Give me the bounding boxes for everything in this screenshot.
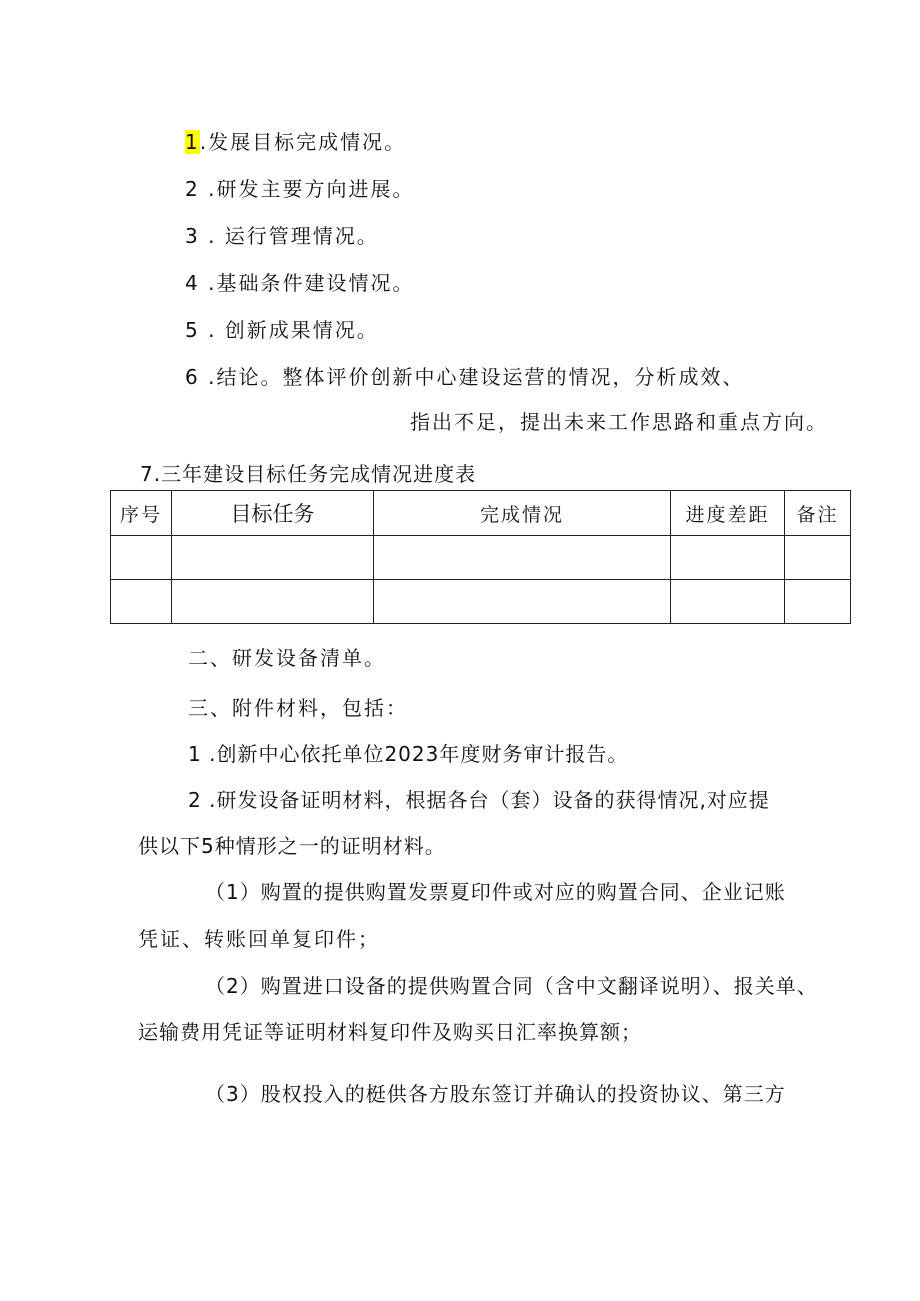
table-cell (671, 580, 785, 624)
attachment-1: 1 .创新中心依托单位2023年度财务审计报告。 (188, 742, 629, 766)
table-cell (111, 580, 172, 624)
table-cell (671, 536, 785, 580)
table-cell (111, 536, 172, 580)
sub-item-1-line-1: （1）购置的提供购置发票夏印件或对应的购置合同、企业记账 (205, 880, 786, 904)
item-3 (185, 222, 379, 250)
table-cell (172, 536, 374, 580)
item-6-continuation: 指出不足，提出未来工作思路和重点方向。 (410, 410, 828, 434)
header-gap: 进度差距 (671, 491, 785, 536)
table-row (111, 580, 851, 624)
item-4-text: .基础条件建设情况。 (199, 271, 415, 295)
table-header-row (111, 491, 851, 536)
header-index: 序号 (111, 491, 172, 536)
item-3-text: . 运行管理情况。 (199, 224, 379, 248)
item-4 (185, 269, 414, 297)
sub-item-1-line-2: 凭证、转账回单复印件； (138, 927, 380, 951)
table-cell (374, 536, 671, 580)
item-5 (185, 316, 379, 344)
section-2-heading: 二、研发设备清单。 (188, 646, 386, 670)
table-title: 7.三年建设目标任务完成情况进度表 (140, 462, 477, 486)
attachment-2-line-2: 供以下5种情形之一的证明材料。 (138, 834, 446, 858)
item-1 (185, 128, 406, 156)
table-cell (785, 580, 851, 624)
item-3-number: 3 (185, 224, 200, 248)
section-3-heading: 三、附件材料，包括： (188, 696, 408, 720)
table-cell (374, 580, 671, 624)
item-2-number: 2 (185, 177, 200, 201)
item-6-text: .结论。整体评价创新中心建设运营的情况，分析成效、 (199, 365, 745, 389)
item-2-text: .研发主要方向进展。 (199, 177, 415, 201)
header-completion: 完成情况 (374, 491, 671, 536)
item-1-number: 1 (185, 130, 200, 154)
table-cell (172, 580, 374, 624)
header-task: 目标任务 (172, 491, 374, 536)
table-cell (785, 536, 851, 580)
header-remarks: 备注 (785, 491, 851, 536)
attachment-2-line-1: 2 .研发设备证明材料，根据各台（套）设备的获得情况,对应提 (188, 788, 770, 812)
item-1-text: .发展目标完成情况。 (199, 130, 407, 154)
sub-item-2-line-1: （2）购置进口设备的提供购置合同（含中文翻译说明）、报关单、 (205, 974, 818, 998)
item-6 (185, 363, 744, 391)
item-5-number: 5 (185, 318, 200, 342)
progress-table (110, 490, 851, 624)
item-6-number: 6 (185, 365, 200, 389)
item-4-number: 4 (185, 271, 200, 295)
sub-item-3-line-1: （3）股权投入的梃供各方股东签订并确认的投资协议、第三方 (205, 1082, 786, 1106)
sub-item-2-line-2: 运输费用凭证等证明材料复印件及购买日汇率换算额； (138, 1020, 642, 1044)
item-5-text: . 创新成果情况。 (199, 318, 379, 342)
table-row (111, 536, 851, 580)
item-2 (185, 175, 414, 203)
